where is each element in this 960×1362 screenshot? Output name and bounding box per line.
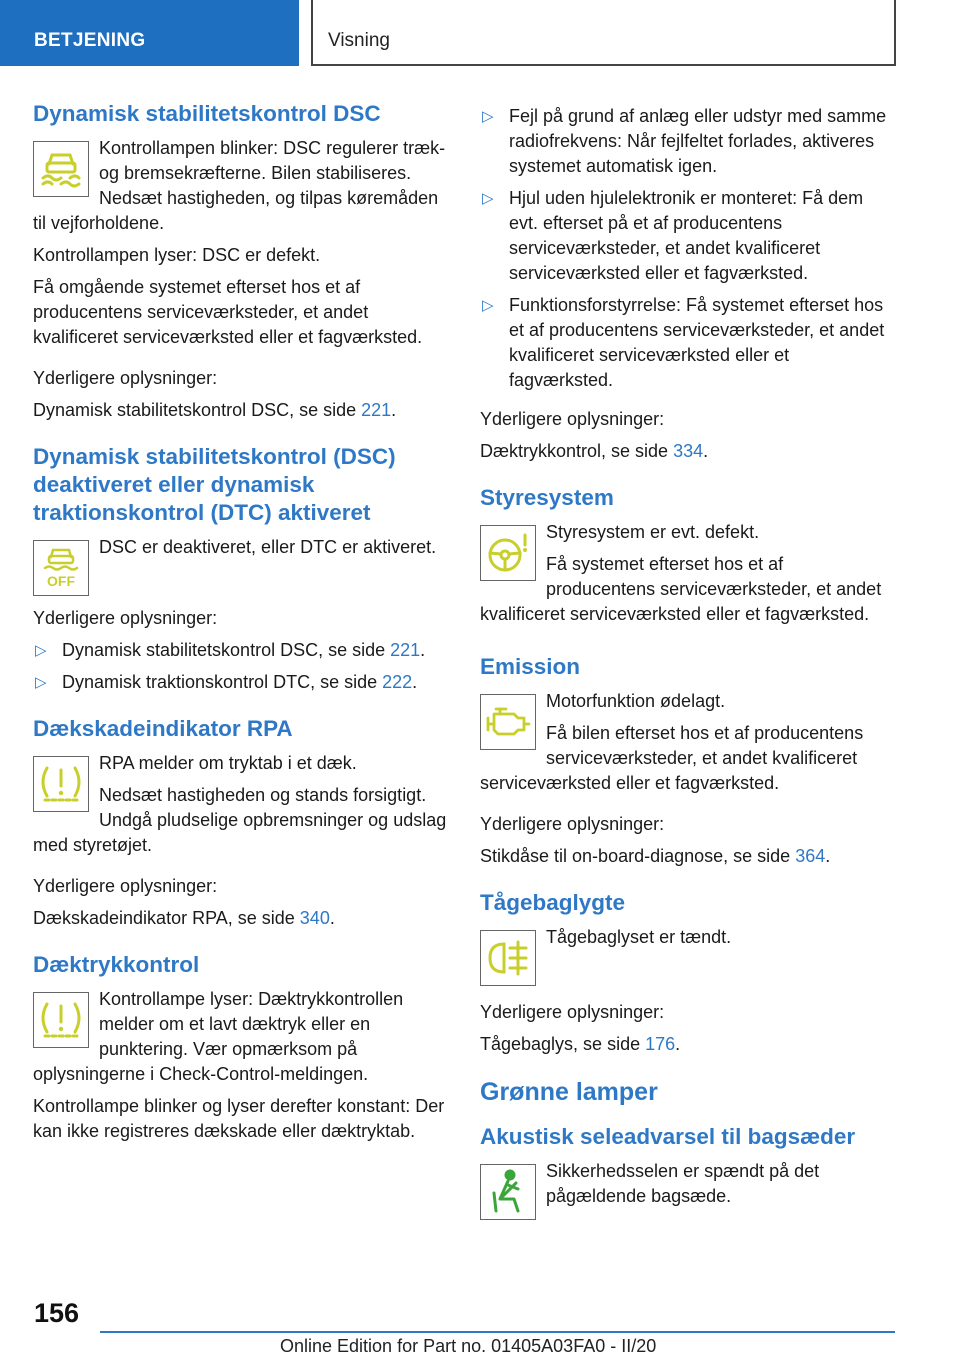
dsc-icon: [33, 141, 89, 197]
tpm-reference-block: [480, 407, 895, 464]
steering-icon: [480, 525, 536, 581]
page-link[interactable]: 221: [390, 640, 421, 660]
green-lamps-heading: Grønne lamper: [480, 1078, 658, 1106]
fog-heading: Tågebaglygte: [480, 890, 626, 915]
seatbelt-paragraph: Sikkerhedsselen er spændt på det pågældende bagsæde.: [546, 1161, 820, 1206]
chapter-tab: BETJENING: [0, 0, 299, 66]
right-column: [480, 104, 895, 1229]
dsc-off-list: [33, 638, 448, 695]
rpa-paragraph-1: RPA melder om tryktab i et dæk.: [99, 753, 357, 773]
page-link[interactable]: 222: [382, 672, 413, 692]
emission-paragraph-2: Få bilen efterset hos et af producentens serviceværksteder, et andet kvalificeret serviceværksted eller et fagværksted.: [480, 723, 864, 793]
tpm-paragraph-1: Kontrollampe lyser: Dæktrykkontrollen melder om et lavt dæktryk eller en punktering. Vær opmærksom på oplysningerne i Check-Control-meldingen.: [33, 989, 404, 1084]
green-lamps-section: [480, 1077, 895, 1209]
section-tab: Visning: [311, 0, 896, 66]
emission-section: [480, 653, 895, 869]
emission-reference: Stikdåse til on-board-diagnose, se side 364.: [480, 846, 831, 866]
engine-icon: [480, 694, 536, 750]
emission-paragraph-1: Motorfunktion ødelagt.: [546, 691, 726, 711]
tpm-reference: Dæktrykkontrol, se side 334.: [480, 441, 709, 461]
left-column: [33, 100, 448, 1164]
list-item: ▷ Fejl på grund af anlæg eller udstyr med samme radiofrekvens: Når fejlfeltet forlades, aktiveres systemet automatisk igen.: [482, 106, 887, 176]
dsc-off-section: [33, 443, 448, 695]
seatbelt-heading: Akustisk seleadvarsel til bagsæder: [480, 1124, 856, 1149]
page-header: [0, 0, 960, 66]
fog-light-icon: [480, 930, 536, 986]
dsc-paragraph-2: Kontrollampen lyser: DSC er defekt.: [33, 245, 321, 265]
emission-more-label: Yderligere oplysninger:: [480, 814, 665, 834]
tire-warning-icon: [33, 756, 89, 812]
dsc-section: [33, 100, 448, 423]
tpm-fault-list: [480, 104, 895, 393]
dsc-paragraph-3: Få omgående systemet efterset hos et af producentens serviceværksteder, et andet kvalificeret serviceværksted eller et fagværksted.: [33, 277, 423, 347]
list-item: ▷ Hjul uden hjulelektronik er monteret: Få dem evt. efterset på et af producentens serviceværksteder, et andet kvalificeret serviceværksted eller et fagværksted.: [482, 188, 864, 283]
dsc-off-more-label: Yderligere oplysninger:: [33, 608, 218, 628]
dsc-heading: Dynamisk stabilitetskontrol DSC: [33, 101, 381, 126]
list-item: ▷ Dynamisk stabilitetskontrol DSC, se side 221.: [35, 640, 426, 660]
page-link[interactable]: 221: [361, 400, 392, 420]
page-link[interactable]: 176: [645, 1034, 676, 1054]
footer-divider: [100, 1331, 895, 1333]
tpm-paragraph-2: Kontrollampe blinker og lyser derefter konstant: Der kan ikke registreres dækskade eller dæktryktab.: [33, 1096, 445, 1141]
dsc-off-heading: Dynamisk stabilitetskontrol (DSC) deaktiveret eller dynamisk traktionskontrol (DTC) aktiveret: [33, 444, 396, 525]
rpa-paragraph-2: Nedsæt hastigheden og stands forsigtigt. Undgå pludselige opbremsninger og udslag med styretøjet.: [33, 785, 447, 855]
fog-paragraph: Tågebaglyset er tændt.: [546, 927, 732, 947]
steering-section: [480, 484, 895, 627]
rpa-more-label: Yderligere oplysninger:: [33, 876, 218, 896]
tire-pressure-icon: [33, 992, 89, 1048]
dsc-reference: Dynamisk stabilitetskontrol DSC, se side 221.: [33, 400, 397, 420]
rpa-section: [33, 715, 448, 931]
svg-text:OFF: OFF: [47, 573, 75, 589]
page-link[interactable]: 364: [795, 846, 826, 866]
steering-paragraph-1: Styresystem er evt. defekt.: [546, 522, 760, 542]
list-item: ▷ Dynamisk traktionskontrol DTC, se side 222.: [35, 672, 418, 692]
fog-more-label: Yderligere oplysninger:: [480, 1002, 665, 1022]
page-number: 156: [34, 1298, 80, 1328]
edition-note: Online Edition for Part no. 01405A03FA0 - II/20: [280, 1336, 657, 1356]
dsc-off-paragraph: DSC er deaktiveret, eller DTC er aktiveret.: [99, 537, 437, 557]
dsc-off-icon: [33, 540, 89, 596]
rpa-heading: Dækskadeindikator RPA: [33, 716, 293, 741]
fog-section: [480, 889, 895, 1057]
tpm-heading: Dæktrykkontrol: [33, 952, 200, 977]
list-item: ▷ Funktionsforstyrrelse: Få systemet efterset hos et af producentens serviceværksteder, et andet kvalificeret serviceværksted eller et fagværksted.: [482, 295, 885, 390]
rpa-reference: Dækskadeindikator RPA, se side 340.: [33, 908, 335, 928]
seatbelt-icon: [480, 1164, 536, 1220]
tpm-more-label: Yderligere oplysninger:: [480, 409, 665, 429]
dsc-more-label: Yderligere oplysninger:: [33, 368, 218, 388]
fog-reference: Tågebaglys, se side 176.: [480, 1034, 681, 1054]
tpm-section: [33, 951, 448, 1144]
emission-heading: Emission: [480, 654, 581, 679]
steering-heading: Styresystem: [480, 485, 614, 510]
dsc-paragraph-1: Kontrollampen blinker: DSC regulerer træk- og bremsekræfterne. Bilen stabiliseres. Nedsæt hastigheden, og tilpas køremåden til vejforholdene.: [33, 138, 446, 233]
page-link[interactable]: 340: [299, 908, 330, 928]
page-link[interactable]: 334: [673, 441, 704, 461]
steering-paragraph-2: Få systemet efterset hos et af producentens serviceværksteder, et andet kvalificeret serviceværksted eller et fagværksted.: [480, 554, 882, 624]
